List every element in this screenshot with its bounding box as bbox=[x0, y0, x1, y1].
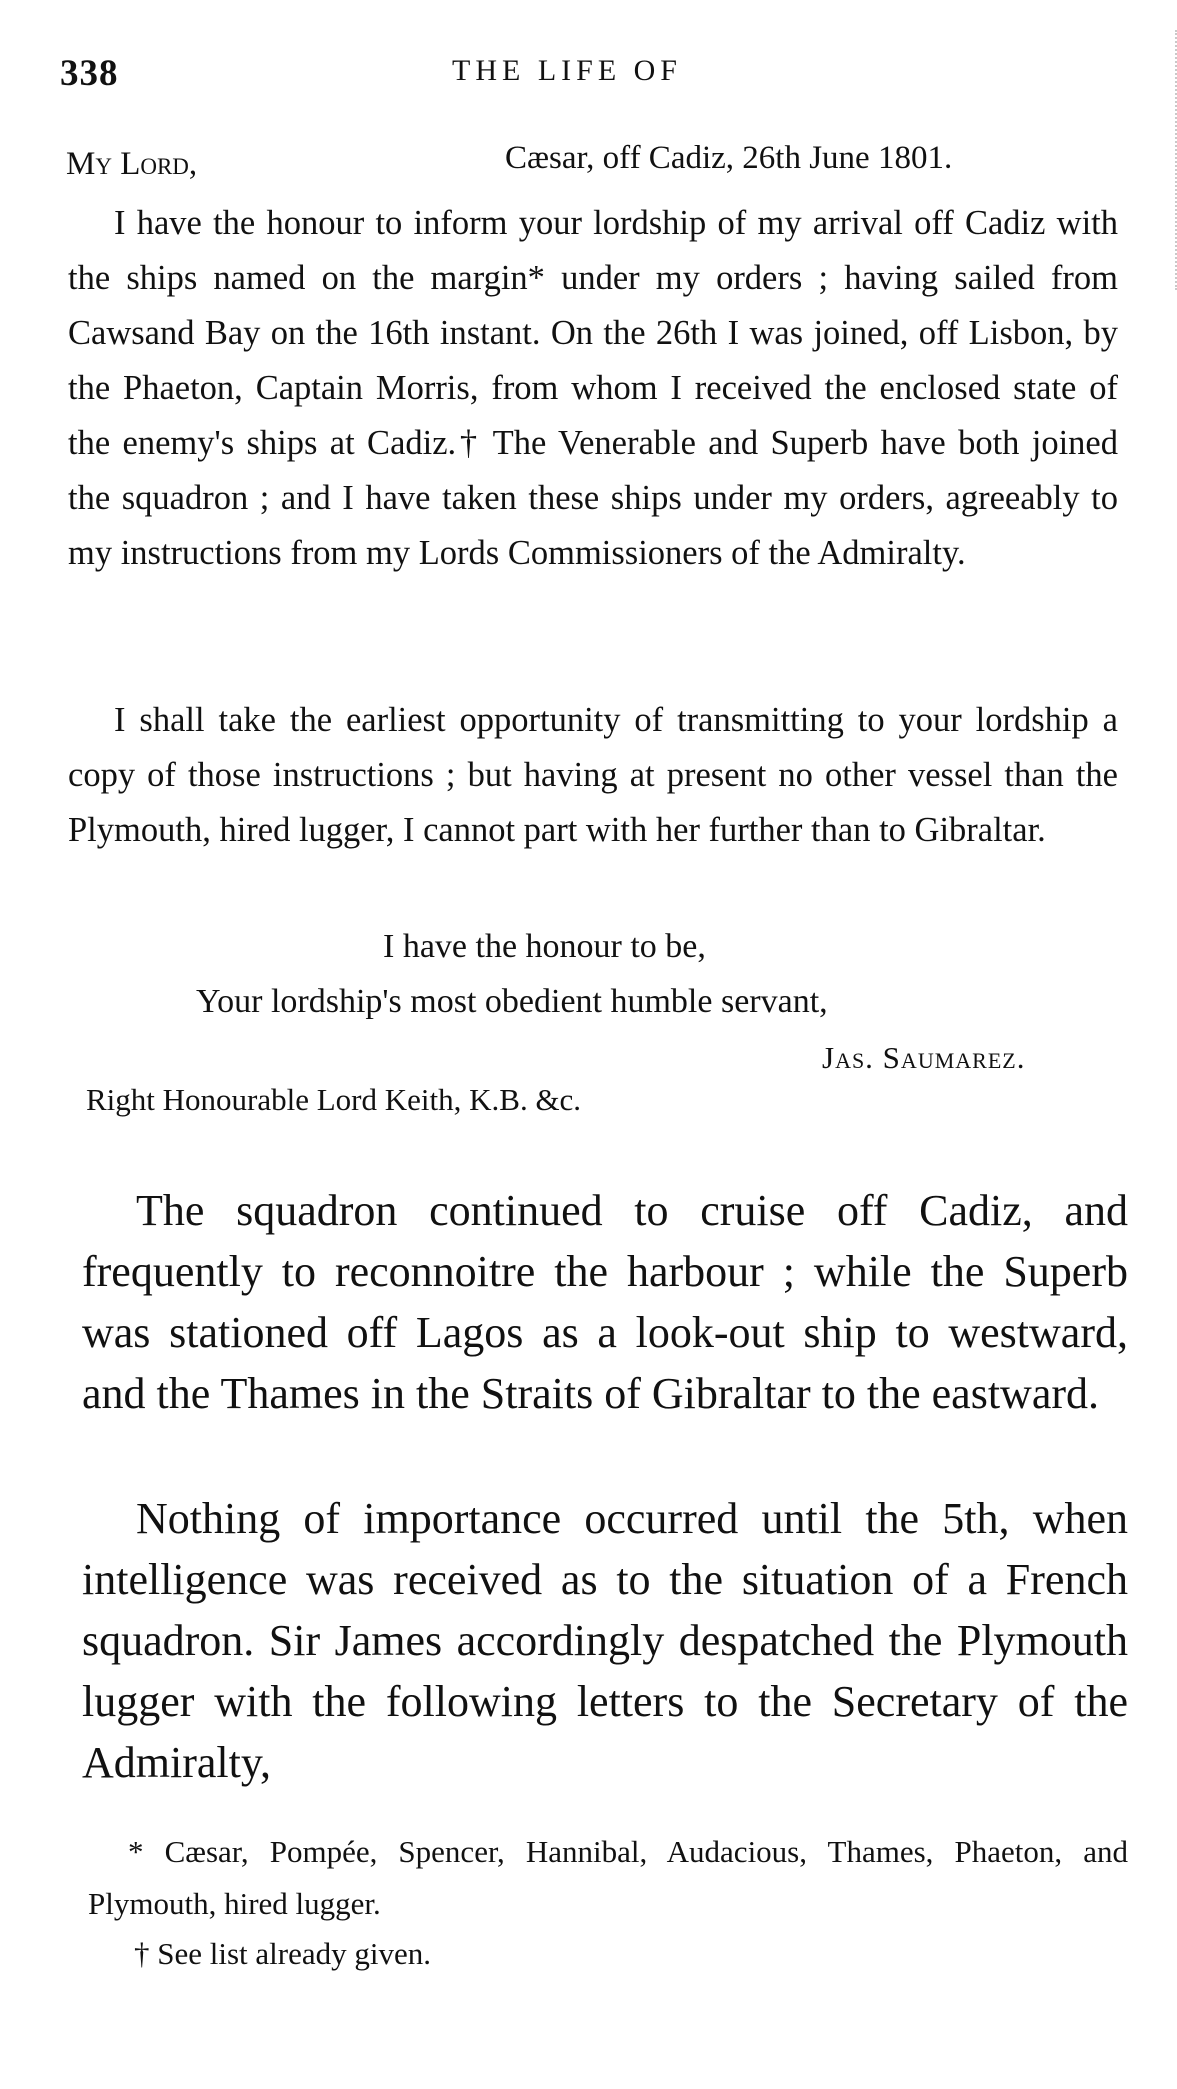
letter-addressee: Right Honourable Lord Keith, K.B. &c. bbox=[86, 1082, 582, 1117]
narrative-paragraph: The squadron continued to cruise off Cadiz, and frequently to reconnoitre the harbour ; while the Superb was stationed off Lagos as a look-out ship to westward, and the Thames in the Straits of Gibraltar to the eastward. bbox=[82, 1186, 1128, 1418]
letter-closing-line: I have the honour to be, bbox=[383, 928, 706, 965]
running-title: THE LIFE OF bbox=[452, 54, 682, 87]
narrative-paragraph: Nothing of importance occurred until the 5th, when intelligence was received as to the situation of a French squadron. Sir James accordingly despatched the Plymouth lugger with the following letters to the Secretary of the Admiralty, bbox=[82, 1494, 1128, 1787]
footnote: † See list already given. bbox=[134, 1936, 431, 1971]
letter-dateline: Cæsar, off Cadiz, 26th June 1801. bbox=[505, 140, 953, 176]
page-number: 338 bbox=[60, 53, 119, 94]
footnote: * Cæsar, Pompée, Spencer, Hannibal, Audacious, Thames, Phaeton, and Plymouth, hired lugger. bbox=[88, 1834, 1128, 1921]
letter-closing-line: Your lordship's most obedient humble servant, bbox=[196, 983, 828, 1020]
letter-signature: Jas. Saumarez. bbox=[822, 1040, 1026, 1075]
letter-salutation: My Lord, bbox=[66, 146, 198, 182]
page-edge-specks bbox=[1165, 30, 1177, 290]
letter-paragraph: I have the honour to inform your lordship of my arrival off Cadiz with the ships named on the margin* under my orders ; having sailed from Cawsand Bay on the 16th instant. On the 26th I was joined, off Lisbon, by the Phaeton, Captain Morris, from whom I received the enclosed state of the enemy's ships at Cadiz.† The Venerable and Superb have both joined the squadron ; and I have taken these ships under my orders, agreeably to my instructions from my Lords Commissioners of the Admiralty. bbox=[68, 204, 1118, 572]
letter-paragraph: I shall take the earliest opportunity of transmitting to your lordship a copy of those instructions ; but having at present no other vessel than the Plymouth, hired lugger, I cannot part with her further than to Gibraltar. bbox=[68, 701, 1118, 849]
